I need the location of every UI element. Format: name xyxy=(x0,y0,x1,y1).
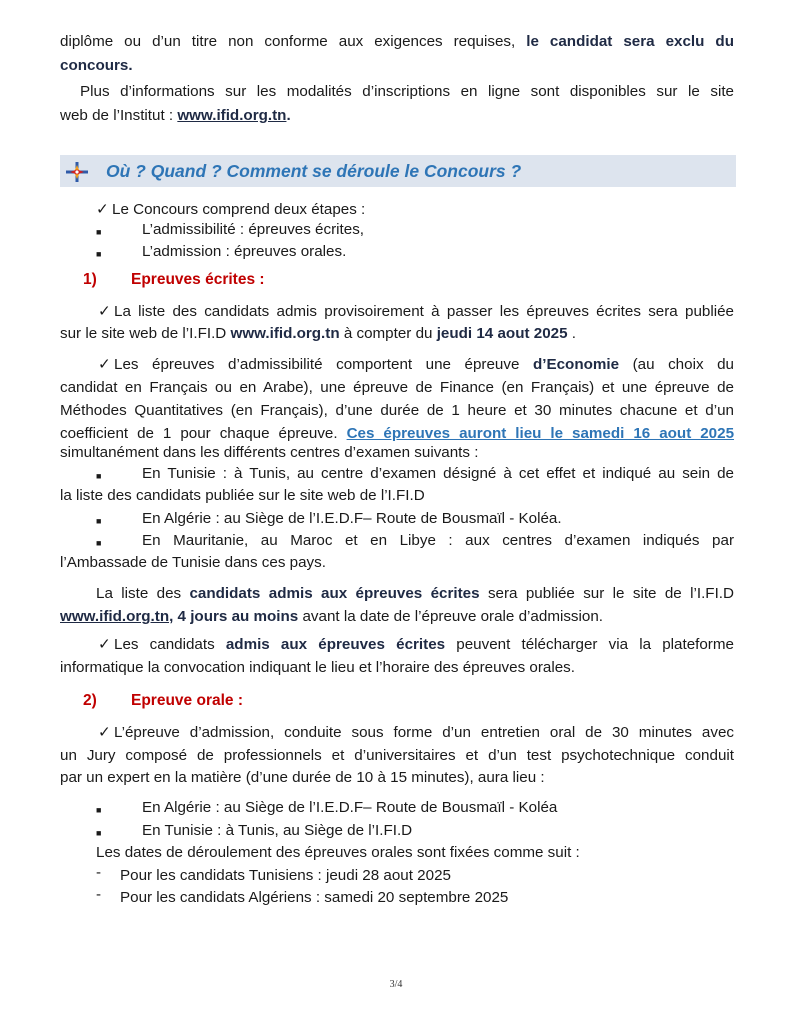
ecrites-p1-text: La liste des candidats admis provisoirement à passer les épreuves écrites sera publiée xyxy=(114,303,734,320)
section-title: Où ? Quand ? Comment se déroule le Concours ? xyxy=(106,161,522,181)
ifid-website-link[interactable]: www.ifid.org.tn xyxy=(230,325,340,342)
square-bullet-icon: ■ xyxy=(96,249,102,259)
ecrites-p2-text: (au choix du xyxy=(619,356,734,373)
check-icon: ✓ xyxy=(98,356,111,373)
ecrites-p1-text: sur le site web de l’I.FI.D xyxy=(60,325,231,342)
ecrites-p1-end: . xyxy=(567,325,576,342)
subheading-ecrites xyxy=(83,271,265,289)
steps-intro-text: Le Concours comprend deux étapes : xyxy=(112,201,366,218)
orale-p1-line3: par un expert en la matière (d’une durée de 10 à 15 minutes), aura lieu : xyxy=(60,769,545,786)
step-item: L’admission : épreuves orales. xyxy=(142,243,347,260)
ecrites-p4-text: Les candidats xyxy=(114,636,226,653)
subheading-number: 2) xyxy=(83,692,97,709)
square-bullet-icon: ■ xyxy=(96,471,102,481)
exclusion-emphasis-end: concours. xyxy=(60,57,133,74)
ecrites-p2-text: coefficient de 1 pour chaque épreuve. xyxy=(60,425,347,442)
check-icon: ✓ xyxy=(98,636,111,653)
square-bullet-icon: ■ xyxy=(96,828,102,838)
ecrites-p2-line1 xyxy=(60,353,734,377)
ecrites-p1-text: à compter du xyxy=(339,325,437,342)
ifid-website-link[interactable]: www.ifid.org.tn, xyxy=(60,608,174,625)
ecrites-p4-line1 xyxy=(60,633,734,657)
subheading-title: Epreuves écrites : xyxy=(131,271,265,288)
orale-place-tunisie: En Tunisie : à Tunis, au Siège de l’I.FI.D xyxy=(142,822,413,839)
ecrites-p2-text: Les épreuves d’admissibilité comportent une épreuve xyxy=(114,356,533,373)
info-line-2 xyxy=(60,104,734,128)
orale-p1-line2: un Jury composé de professionnels et d’universitaires et d’un test psychotechnique conduit xyxy=(60,747,734,764)
ifid-website-link[interactable]: www.ifid.org.tn xyxy=(177,107,287,124)
check-icon: ✓ xyxy=(98,303,111,320)
orale-place-algerie: En Algérie : au Siège de l’I.E.D.F– Route de Bousmaïl - Koléa xyxy=(142,799,558,816)
subheading-number: 1) xyxy=(83,271,97,288)
compass-star-icon xyxy=(66,162,88,182)
delay-emphasis: 4 jours au moins xyxy=(173,608,299,625)
exclusion-text: diplôme ou d’un titre non conforme aux exigences requises, xyxy=(60,33,527,50)
exclusion-line-1 xyxy=(60,30,734,54)
page-number: 3/4 xyxy=(389,979,403,990)
info-end: . xyxy=(286,107,291,124)
ecrites-p4-line2: informatique la convocation indiquant le lieu et l’horaire des épreuves orales. xyxy=(60,659,575,676)
ecrites-p2-line5: simultanément dans les différents centres d’examen suivants : xyxy=(60,444,479,461)
center-maghreb-line1: En Mauritanie, au Maroc et en Libye : aux centres d’examen indiqués par xyxy=(142,532,734,549)
center-algerie: En Algérie : au Siège de l’I.E.D.F– Route de Bousmaïl - Koléa. xyxy=(142,510,562,527)
publication-date: jeudi 14 aout 2025 xyxy=(436,325,568,342)
exclusion-emphasis: le candidat sera exclu du xyxy=(526,33,734,50)
square-bullet-icon: ■ xyxy=(96,805,102,815)
admis-emphasis: admis aux épreuves écrites xyxy=(225,636,446,653)
ecrites-p3-text: sera publiée sur le site de l’I.FI.D xyxy=(479,585,734,602)
ecrites-p3-text: La liste des xyxy=(96,585,190,602)
ecrites-p1-line2 xyxy=(60,322,734,346)
admis-emphasis: candidats admis aux épreuves écrites xyxy=(189,585,480,602)
square-bullet-icon: ■ xyxy=(96,227,102,237)
dash-bullet: - xyxy=(96,864,102,881)
info-line-1: Plus d’informations sur les modalités d’inscriptions en ligne sont disponibles sur le site xyxy=(80,83,734,100)
orale-p1-line1 xyxy=(60,721,734,745)
ecrites-p4-text: peuvent télécharger via la plateforme xyxy=(445,636,734,653)
check-icon: ✓ xyxy=(96,201,109,218)
economie-emphasis: d’Economie xyxy=(532,356,620,373)
ecrites-p2-line3: Méthodes Quantitatives (en Français), d’une durée de 1 heure et 30 minutes chacune et d’un xyxy=(60,402,734,419)
ecrites-p3-line2 xyxy=(60,605,734,629)
info-text: web de l’Institut : xyxy=(60,107,178,124)
dates-intro: Les dates de déroulement des épreuves orales sont fixées comme suit : xyxy=(96,844,580,861)
step-item: L’admissibilité : épreuves écrites, xyxy=(142,221,365,238)
center-tunisie-line1: En Tunisie : à Tunis, au centre d’examen désigné à cet effet et indiqué au sein de xyxy=(142,465,734,482)
center-maghreb-line2: l’Ambassade de Tunisie dans ces pays. xyxy=(60,554,326,571)
ecrites-p3-line1 xyxy=(60,582,734,606)
date-algeriens: Pour les candidats Algériens : samedi 20 septembre 2025 xyxy=(120,889,509,906)
ecrites-p2-line2: candidat en Français ou en Arabe), une épreuve de Finance (en Français) et une épreuve de xyxy=(60,379,734,396)
square-bullet-icon: ■ xyxy=(96,516,102,526)
ecrites-p1-line1 xyxy=(60,300,734,324)
subheading-title: Epreuve orale : xyxy=(131,692,243,709)
subheading-orale xyxy=(83,692,243,710)
orale-p1-text: L’épreuve d’admission, conduite sous forme d’un entretien oral de 30 minutes avec xyxy=(114,724,734,741)
exam-date-highlight: Ces épreuves auront lieu le samedi 16 aout 2025 xyxy=(346,425,735,442)
date-tunisiens: Pour les candidats Tunisiens : jeudi 28 aout 2025 xyxy=(120,867,451,884)
center-tunisie-line2: la liste des candidats publiée sur le site web de l’I.FI.D xyxy=(60,487,425,504)
ecrites-p3-text: avant la date de l’épreuve orale d’admission. xyxy=(298,608,604,625)
check-icon: ✓ xyxy=(98,724,111,741)
exclusion-line-2 xyxy=(60,54,734,78)
dash-bullet: - xyxy=(96,886,102,903)
square-bullet-icon: ■ xyxy=(96,538,102,548)
